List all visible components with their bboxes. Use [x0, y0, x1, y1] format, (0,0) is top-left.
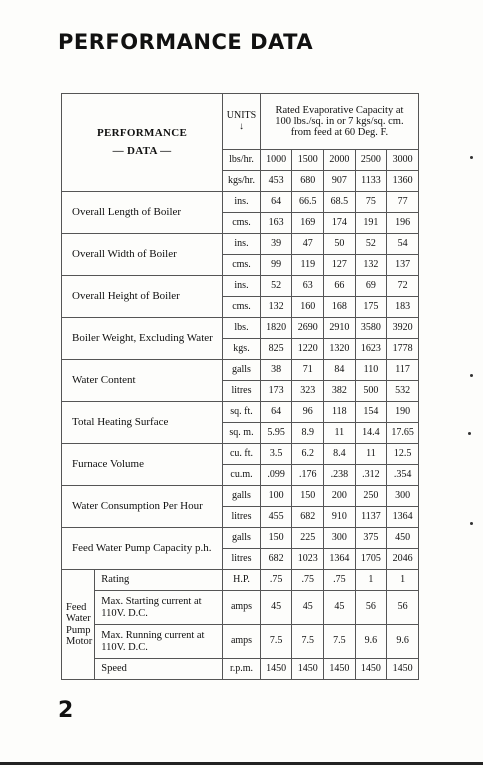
- value-cell: 9.6: [355, 625, 387, 659]
- unit-cell: litres: [223, 507, 261, 528]
- value-cell: 84: [324, 360, 356, 381]
- performance-table: [61, 93, 419, 680]
- value-cell: 71: [292, 360, 324, 381]
- value-cell: 68.5: [324, 192, 356, 213]
- corner-title-line1: PERFORMANCE: [97, 126, 188, 139]
- value-cell: 14.4: [355, 423, 387, 444]
- unit-cell: ins.: [223, 276, 261, 297]
- value-cell: 132: [355, 255, 387, 276]
- value-cell: 5.95: [260, 423, 292, 444]
- value-cell: 66.5: [292, 192, 324, 213]
- unit-cell: galls: [223, 528, 261, 549]
- value-cell: 3.5: [260, 444, 292, 465]
- value-cell: 127: [324, 255, 356, 276]
- value-cell: 77: [387, 192, 419, 213]
- value-cell: 1000: [260, 150, 292, 171]
- value-cell: 450: [387, 528, 419, 549]
- row-label: Total Heating Surface: [62, 402, 223, 444]
- value-cell: 680: [292, 171, 324, 192]
- value-cell: 1450: [324, 659, 356, 680]
- value-cell: 154: [355, 402, 387, 423]
- value-cell: 1450: [260, 659, 292, 680]
- value-cell: 1364: [324, 549, 356, 570]
- value-cell: 38: [260, 360, 292, 381]
- value-cell: 64: [260, 402, 292, 423]
- value-cell: 2046: [387, 549, 419, 570]
- value-cell: 1450: [355, 659, 387, 680]
- value-cell: 3000: [387, 150, 419, 171]
- value-cell: 173: [260, 381, 292, 402]
- value-cell: 39: [260, 234, 292, 255]
- row-label: Feed Water Pump Capacity p.h.: [62, 528, 223, 570]
- value-cell: 375: [355, 528, 387, 549]
- value-cell: 1: [387, 570, 419, 591]
- table-row: [62, 192, 419, 213]
- table-header-row: [62, 94, 419, 150]
- value-cell: 100: [260, 486, 292, 507]
- value-cell: .75: [260, 570, 292, 591]
- units-arrow-icon: ↓: [239, 120, 244, 132]
- capacity-header: [260, 94, 418, 150]
- value-cell: 7.5: [292, 625, 324, 659]
- value-cell: 137: [387, 255, 419, 276]
- value-cell: 150: [292, 486, 324, 507]
- value-cell: 455: [260, 507, 292, 528]
- row-label: Furnace Volume: [62, 444, 223, 486]
- value-cell: 119: [292, 255, 324, 276]
- unit-cell: kgs/hr.: [223, 171, 261, 192]
- value-cell: 174: [324, 213, 356, 234]
- unit-cell: ins.: [223, 192, 261, 213]
- value-cell: 160: [292, 297, 324, 318]
- value-cell: 163: [260, 213, 292, 234]
- table-row: [62, 402, 419, 423]
- value-cell: 54: [387, 234, 419, 255]
- value-cell: 1023: [292, 549, 324, 570]
- value-cell: 63: [292, 276, 324, 297]
- unit-cell: sq. m.: [223, 423, 261, 444]
- value-cell: 907: [324, 171, 356, 192]
- value-cell: .238: [324, 465, 356, 486]
- margin-speck: [470, 156, 473, 159]
- unit-cell: lbs/hr.: [223, 150, 261, 171]
- value-cell: 1705: [355, 549, 387, 570]
- value-cell: 117: [387, 360, 419, 381]
- value-cell: 45: [324, 591, 356, 625]
- bottom-rule: [0, 762, 483, 765]
- unit-cell: sq. ft.: [223, 402, 261, 423]
- value-cell: 2500: [355, 150, 387, 171]
- value-cell: 11: [324, 423, 356, 444]
- value-cell: 382: [324, 381, 356, 402]
- table-row: [62, 318, 419, 339]
- row-label: Overall Width of Boiler: [62, 234, 223, 276]
- table-row: [62, 486, 419, 507]
- value-cell: 191: [355, 213, 387, 234]
- motor-row: [62, 591, 419, 625]
- value-cell: 500: [355, 381, 387, 402]
- value-cell: .312: [355, 465, 387, 486]
- unit-cell: ins.: [223, 234, 261, 255]
- unit-cell: r.p.m.: [223, 659, 261, 680]
- unit-cell: cu.m.: [223, 465, 261, 486]
- value-cell: 64: [260, 192, 292, 213]
- motor-row-label: Speed: [95, 659, 223, 680]
- value-cell: 1450: [292, 659, 324, 680]
- value-cell: 52: [260, 276, 292, 297]
- motor-row-label: Max. Starting current at 110V. D.C.: [95, 591, 223, 625]
- units-header-label: UNITS: [226, 110, 257, 121]
- value-cell: 56: [387, 591, 419, 625]
- value-cell: 175: [355, 297, 387, 318]
- value-cell: 2910: [324, 318, 356, 339]
- value-cell: 300: [387, 486, 419, 507]
- value-cell: 190: [387, 402, 419, 423]
- value-cell: 682: [292, 507, 324, 528]
- value-cell: 300: [324, 528, 356, 549]
- value-cell: 196: [387, 213, 419, 234]
- value-cell: 7.5: [260, 625, 292, 659]
- value-cell: 1137: [355, 507, 387, 528]
- unit-cell: amps: [223, 591, 261, 625]
- table-row: [62, 234, 419, 255]
- capacity-header-line3: from feed at 60 Deg. F.: [290, 127, 389, 138]
- unit-cell: cms.: [223, 213, 261, 234]
- value-cell: 96: [292, 402, 324, 423]
- value-cell: 69: [355, 276, 387, 297]
- value-cell: 45: [260, 591, 292, 625]
- row-label: Boiler Weight, Excluding Water: [62, 318, 223, 360]
- row-label: Water Content: [62, 360, 223, 402]
- unit-cell: litres: [223, 549, 261, 570]
- value-cell: 8.4: [324, 444, 356, 465]
- value-cell: 7.5: [324, 625, 356, 659]
- value-cell: 99: [260, 255, 292, 276]
- value-cell: 1320: [324, 339, 356, 360]
- value-cell: 3580: [355, 318, 387, 339]
- value-cell: 2690: [292, 318, 324, 339]
- value-cell: 1450: [387, 659, 419, 680]
- unit-cell: lbs.: [223, 318, 261, 339]
- value-cell: 168: [324, 297, 356, 318]
- motor-row-label: Rating: [95, 570, 223, 591]
- value-cell: 1220: [292, 339, 324, 360]
- value-cell: 8.9: [292, 423, 324, 444]
- unit-cell: H.P.: [223, 570, 261, 591]
- unit-cell: cms.: [223, 297, 261, 318]
- value-cell: 150: [260, 528, 292, 549]
- page-title: PERFORMANCE DATA: [58, 30, 314, 54]
- value-cell: 66: [324, 276, 356, 297]
- value-cell: 1364: [387, 507, 419, 528]
- motor-group-label: Feed Water Pump Motor: [62, 570, 95, 680]
- table-row: [62, 360, 419, 381]
- value-cell: 825: [260, 339, 292, 360]
- value-cell: 45: [292, 591, 324, 625]
- value-cell: 1: [355, 570, 387, 591]
- value-cell: 453: [260, 171, 292, 192]
- value-cell: 682: [260, 549, 292, 570]
- value-cell: 1623: [355, 339, 387, 360]
- motor-row: [62, 625, 419, 659]
- value-cell: 6.2: [292, 444, 324, 465]
- value-cell: 9.6: [387, 625, 419, 659]
- performance-table-body: [62, 94, 419, 680]
- value-cell: 183: [387, 297, 419, 318]
- value-cell: 47: [292, 234, 324, 255]
- motor-row: [62, 570, 419, 591]
- value-cell: 132: [260, 297, 292, 318]
- table-corner-header: [62, 94, 223, 192]
- value-cell: 2000: [324, 150, 356, 171]
- table-row: [62, 444, 419, 465]
- page-number: 2: [58, 698, 74, 723]
- value-cell: 11: [355, 444, 387, 465]
- value-cell: 72: [387, 276, 419, 297]
- value-cell: .176: [292, 465, 324, 486]
- value-cell: 52: [355, 234, 387, 255]
- value-cell: 110: [355, 360, 387, 381]
- margin-speck: [470, 522, 473, 525]
- unit-cell: litres: [223, 381, 261, 402]
- value-cell: 118: [324, 402, 356, 423]
- unit-cell: cu. ft.: [223, 444, 261, 465]
- margin-speck: [470, 374, 473, 377]
- value-cell: 323: [292, 381, 324, 402]
- unit-cell: galls: [223, 486, 261, 507]
- value-cell: 1133: [355, 171, 387, 192]
- table-row: [62, 528, 419, 549]
- value-cell: .099: [260, 465, 292, 486]
- value-cell: .75: [324, 570, 356, 591]
- corner-title-line2: — DATA —: [112, 144, 172, 157]
- unit-cell: galls: [223, 360, 261, 381]
- value-cell: .354: [387, 465, 419, 486]
- value-cell: 910: [324, 507, 356, 528]
- capacity-header-line2: 100 lbs./sq. in or 7 kgs/sq. cm.: [275, 115, 404, 127]
- value-cell: 1820: [260, 318, 292, 339]
- table-row: [62, 276, 419, 297]
- motor-row: [62, 659, 419, 680]
- units-header: [223, 94, 261, 150]
- margin-speck: [468, 432, 471, 435]
- value-cell: 56: [355, 591, 387, 625]
- unit-cell: cms.: [223, 255, 261, 276]
- motor-row-label: Max. Running current at 110V. D.C.: [95, 625, 223, 659]
- value-cell: 3920: [387, 318, 419, 339]
- value-cell: 200: [324, 486, 356, 507]
- value-cell: 1778: [387, 339, 419, 360]
- value-cell: 12.5: [387, 444, 419, 465]
- value-cell: .75: [292, 570, 324, 591]
- row-label: Overall Height of Boiler: [62, 276, 223, 318]
- row-label: Water Consumption Per Hour: [62, 486, 223, 528]
- value-cell: 225: [292, 528, 324, 549]
- value-cell: 250: [355, 486, 387, 507]
- value-cell: 1500: [292, 150, 324, 171]
- unit-cell: amps: [223, 625, 261, 659]
- value-cell: 50: [324, 234, 356, 255]
- value-cell: 532: [387, 381, 419, 402]
- value-cell: 17.65: [387, 423, 419, 444]
- capacity-header-line1: Rated Evaporative Capacity at: [275, 104, 404, 116]
- value-cell: 169: [292, 213, 324, 234]
- value-cell: 1360: [387, 171, 419, 192]
- row-label: Overall Length of Boiler: [62, 192, 223, 234]
- value-cell: 75: [355, 192, 387, 213]
- unit-cell: kgs.: [223, 339, 261, 360]
